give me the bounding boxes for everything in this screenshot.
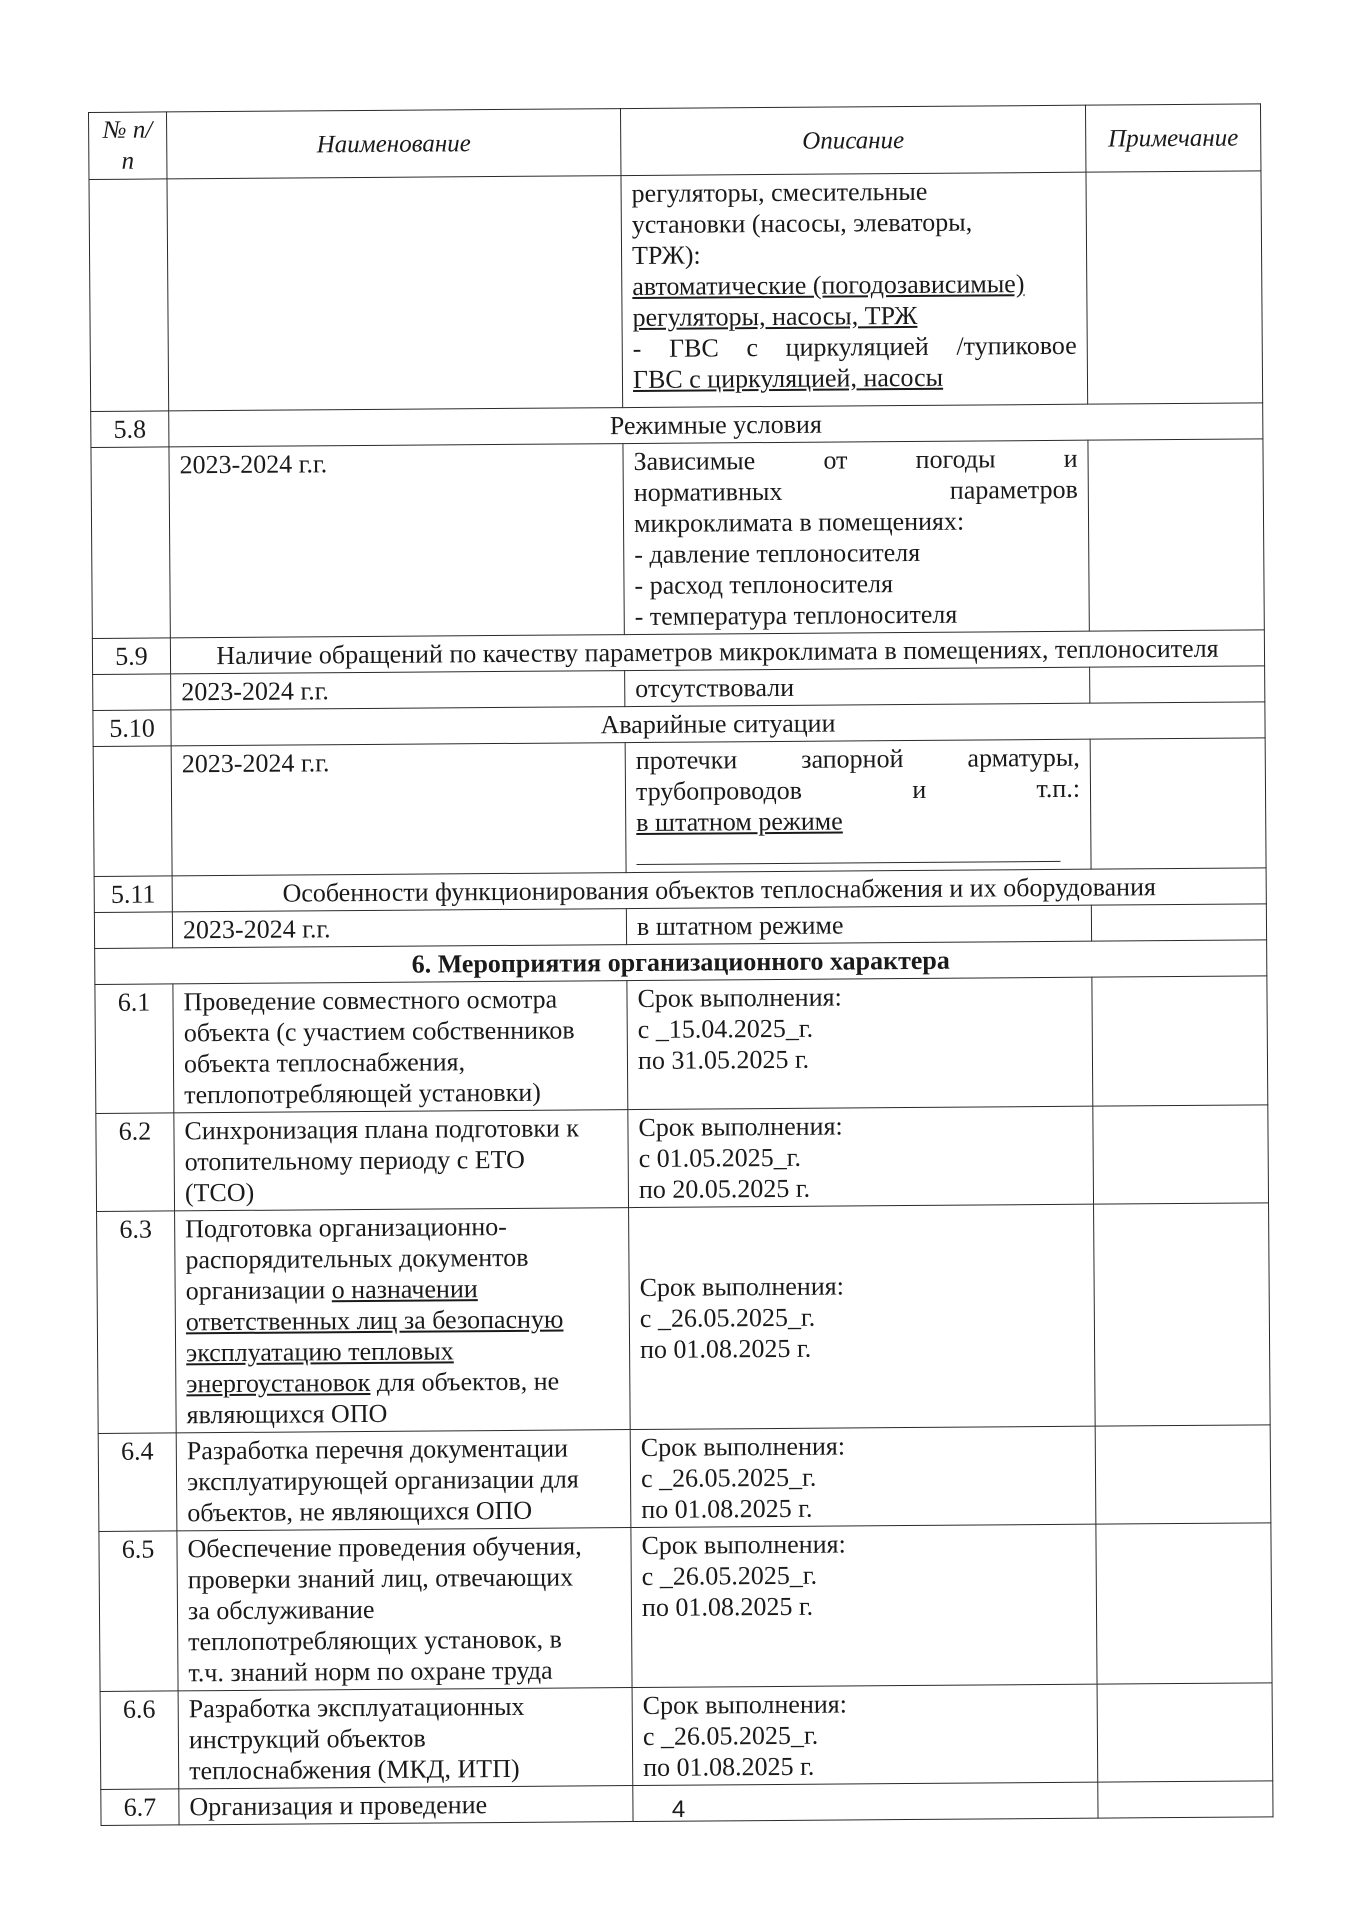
header-name: Наименование: [167, 109, 621, 179]
cell-name: Подготовка организационно- распорядительных документов организации о назначении ответственных лиц за безопасную эксплуатацию тепловых энергоустановок для объектов, не являющихся ОПО: [175, 1208, 631, 1433]
cell-note: [1090, 666, 1265, 703]
section-heading: 6. Мероприятия организационного характера: [95, 940, 1267, 985]
table-row-6-3: [97, 1203, 1271, 1434]
cell-note: [1086, 171, 1263, 404]
cell-description: отсутствовали: [625, 667, 1090, 706]
row-title: Особенности функционирования объектов теплоснабжения и их оборудования: [172, 868, 1266, 912]
cell-description: протечки запорной арматуры, трубопроводов и т.п.: в штатном режиме: [625, 739, 1091, 872]
header-num: № п/п: [89, 112, 167, 180]
row-title: Наличие обращений по качеству параметров микроклимата в помещениях, теплоносителя: [170, 630, 1264, 674]
cell-note: [1088, 439, 1264, 631]
table-row-continuation: [89, 171, 1263, 412]
cell-description: в штатном режиме: [626, 905, 1091, 944]
period-label: 2023-2024 г.г.: [172, 909, 626, 948]
cell-description: Срок выполнения: с _26.05.2025_г. по 01.08.2025 г.: [630, 1426, 1096, 1527]
cell-name: Обеспечение проведения обучения, проверки знаний лиц, отвечающих за обслуживание теплопотребляющих установок, в т.ч. знаний норм по охране труда: [177, 1528, 632, 1691]
cell-description: Срок выполнения: с _15.04.2025_г. по 31.05.2025 г.: [627, 977, 1093, 1109]
cell-note: [1095, 1425, 1271, 1524]
header-note: Примечание: [1085, 104, 1260, 172]
table-row-5-10-detail: [93, 738, 1266, 877]
row-number: 6.3: [97, 1211, 177, 1434]
cell-note: [1090, 738, 1266, 869]
cell-note: [1092, 976, 1268, 1106]
measures-table: [88, 103, 1274, 1826]
row-title: Аварийные ситуации: [171, 702, 1265, 746]
cell-note: [1096, 1523, 1272, 1684]
cell-num: [91, 447, 170, 639]
cell-description: Срок выполнения: с 01.05.2025_г. по 20.05.2025 г.: [628, 1106, 1094, 1207]
period-label: 2023-2024 г.г.: [171, 743, 626, 876]
period-label: 2023-2024 г.г.: [171, 671, 625, 710]
row-number: 6.4: [98, 1433, 177, 1532]
row-number: 5.9: [92, 638, 170, 675]
cell-note: [1091, 904, 1266, 941]
row-number: 6.5: [99, 1531, 178, 1692]
cell-num: [93, 674, 171, 711]
row-number: 5.11: [94, 876, 172, 913]
cell-description: регуляторы, смесительные установки (насосы, элеваторы, ТРЖ): автоматические (погодозависимые) регуляторы, насосы, ТРЖ - ГВС с циркуляцией /тупиковое ГВС с циркуляцией, насосы: [621, 172, 1088, 407]
table-row-5-8-detail: [91, 439, 1264, 639]
row-number: 6.6: [100, 1691, 179, 1790]
page-number: 4: [671, 1796, 686, 1823]
cell-name: Синхронизация плана подготовки к отопительному периоду с ЕТО (ТСО): [174, 1110, 629, 1211]
header-description: Описание: [620, 105, 1085, 175]
cell-description: Срок выполнения: с _26.05.2025_г. по 01.08.2025 г.: [629, 1204, 1096, 1429]
cell-name: Разработка перечня документации эксплуатирующей организации для объектов, не являющихся ОПО: [176, 1430, 631, 1531]
cell-name: [167, 176, 623, 411]
cell-description: Зависимые от погоды и нормативных параметров микроклимата в помещениях: - давление теплоносителя - расход теплоносителя - температура теплоносителя: [623, 440, 1089, 634]
row-number: 6.1: [95, 984, 174, 1114]
cell-note: [1093, 1105, 1269, 1204]
row-number: 5.8: [91, 411, 169, 448]
table-row-6-1: [95, 976, 1268, 1114]
cell-note: [1094, 1203, 1271, 1426]
cell-name: Разработка эксплуатационных инструкций объектов теплоснабжения (МКД, ИТП): [178, 1688, 633, 1789]
cell-description: Срок выполнения: с _26.05.2025_г. по 01.08.2025 г.: [632, 1684, 1098, 1785]
cell-name: Проведение совместного осмотра объекта (с участием собственников объекта теплоснабжения, теплопотребляющей установки): [173, 981, 628, 1113]
cell-num: [89, 179, 169, 412]
cell-num: [94, 912, 172, 949]
table-row-6-6: [100, 1683, 1273, 1790]
period-label: 2023-2024 г.г.: [169, 444, 624, 638]
row-number: 6.2: [96, 1113, 175, 1212]
row-number: 6.7: [101, 1789, 179, 1826]
cell-num: [93, 746, 172, 877]
table-row-6-2: [96, 1105, 1269, 1212]
cell-name: Организация и проведение: [179, 1786, 633, 1825]
table-row-6-4: [98, 1425, 1271, 1532]
cell-description: Срок выполнения: с _26.05.2025_г. по 01.08.2025 г.: [631, 1524, 1097, 1687]
table-header-row: [89, 104, 1261, 180]
row-title: Режимные условия: [169, 403, 1263, 447]
table-row-6-5: [99, 1523, 1272, 1692]
cell-note: [1097, 1683, 1273, 1782]
blank-underline: [636, 835, 1060, 865]
row-number: 5.10: [93, 710, 171, 747]
